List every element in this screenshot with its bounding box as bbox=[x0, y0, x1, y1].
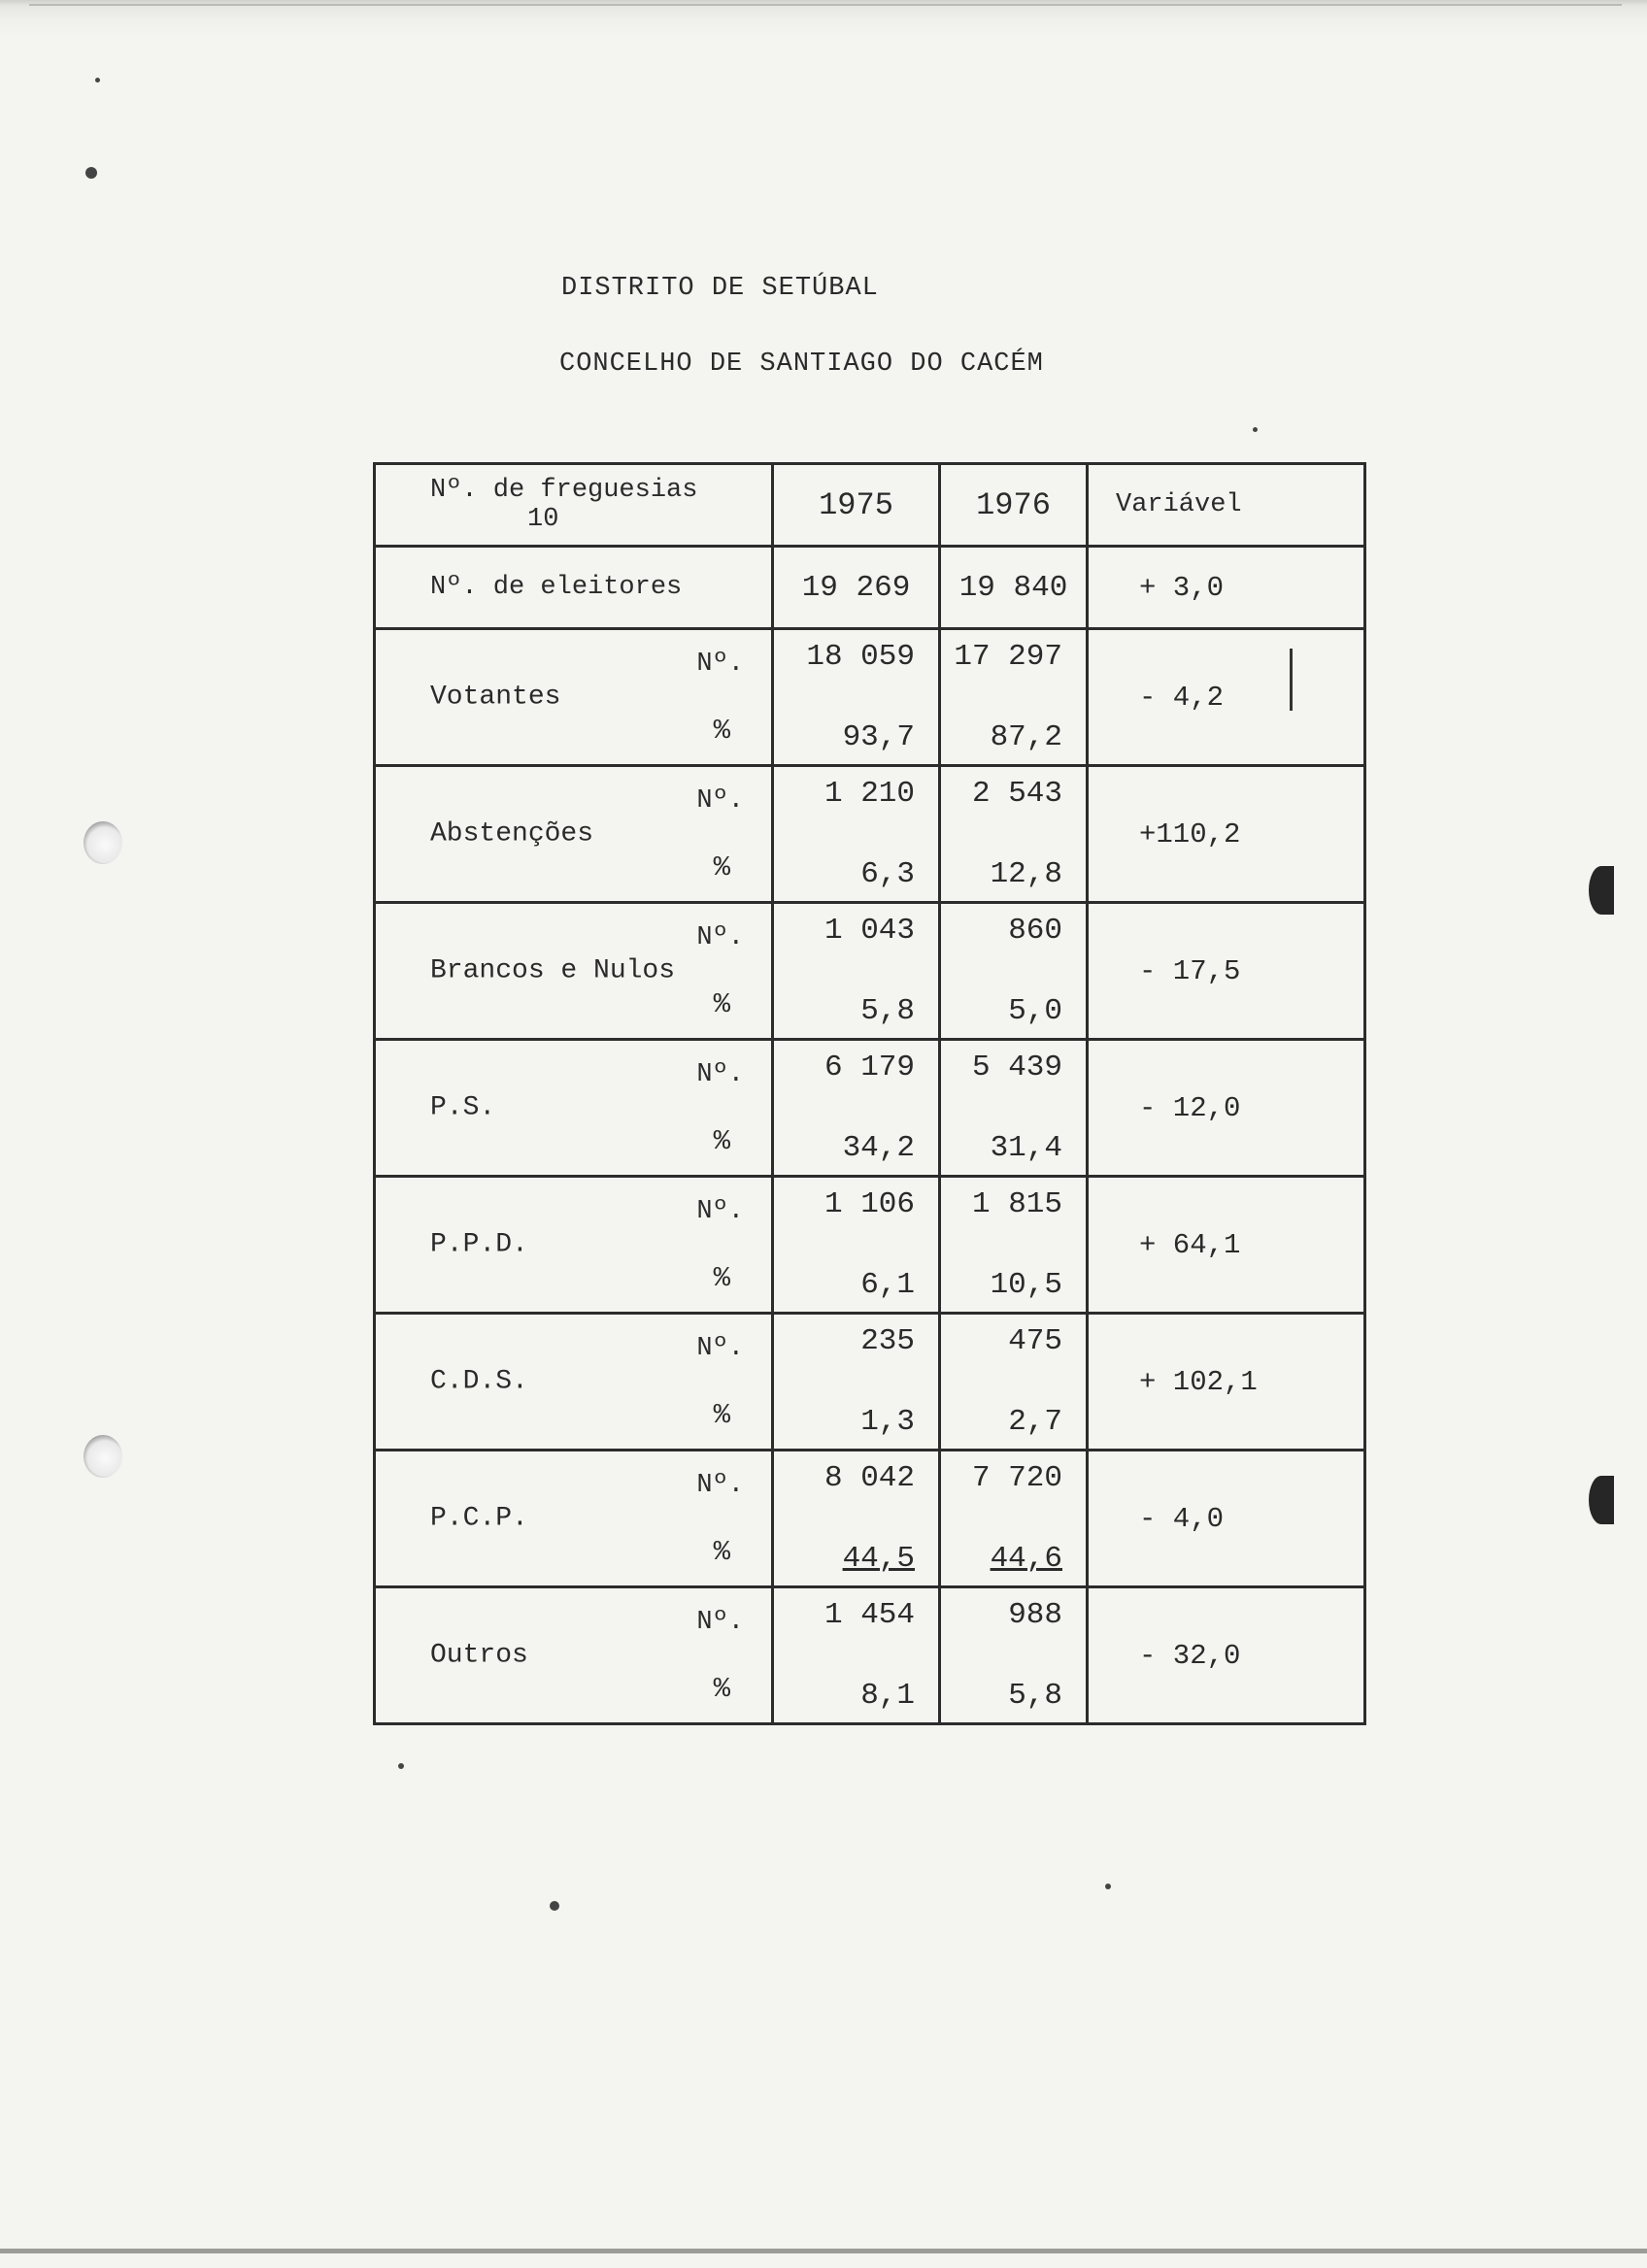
row-label: Votantes bbox=[430, 682, 561, 713]
table-row bbox=[375, 903, 1365, 1040]
header-year-1975: 1975 bbox=[773, 464, 940, 547]
percent-sublabel: % bbox=[713, 1262, 730, 1294]
row-label-cell bbox=[375, 1177, 773, 1314]
values-1975 bbox=[773, 1040, 940, 1177]
percent-sublabel: % bbox=[713, 851, 730, 884]
percent-1975: 34,2 bbox=[842, 1131, 915, 1165]
row-label-cell bbox=[375, 1587, 773, 1724]
margin-pen-mark bbox=[1290, 649, 1293, 711]
electors-1975: 19 269 bbox=[773, 547, 940, 629]
row-label-cell bbox=[375, 903, 773, 1040]
table-row-electors bbox=[375, 547, 1365, 629]
number-1976: 860 bbox=[1008, 914, 1062, 948]
number-1975: 1 210 bbox=[824, 777, 915, 811]
percent-sublabel: % bbox=[713, 1673, 730, 1705]
row-label: Brancos e Nulos bbox=[430, 955, 676, 986]
values-1976 bbox=[940, 1040, 1088, 1177]
row-label: P.P.D. bbox=[430, 1229, 528, 1260]
table-row bbox=[375, 629, 1365, 766]
number-1976: 2 543 bbox=[971, 777, 1062, 811]
number-1976: 7 720 bbox=[971, 1461, 1062, 1495]
row-label-cell bbox=[375, 1314, 773, 1451]
number-1975: 235 bbox=[860, 1324, 915, 1358]
row-label: P.C.P. bbox=[430, 1503, 528, 1534]
row-label: Abstenções bbox=[430, 818, 594, 850]
variation-value: + 64,1 bbox=[1088, 1177, 1365, 1314]
number-1976: 5 439 bbox=[971, 1051, 1062, 1084]
speck bbox=[1105, 1884, 1111, 1889]
variation-value: - 4,2 bbox=[1088, 629, 1365, 766]
edge-binding-hole-top bbox=[1589, 866, 1614, 915]
percent-1976: 87,2 bbox=[990, 720, 1062, 754]
table-row bbox=[375, 1587, 1365, 1724]
electors-label: Nº. de eleitores bbox=[375, 547, 773, 629]
values-1975 bbox=[773, 903, 940, 1040]
table-row bbox=[375, 1040, 1365, 1177]
row-label-cell bbox=[375, 629, 773, 766]
electors-variation: + 3,0 bbox=[1088, 547, 1365, 629]
header-parishes-label: Nº. de freguesias bbox=[430, 476, 698, 505]
values-1976 bbox=[940, 766, 1088, 903]
speck bbox=[1253, 427, 1258, 432]
speck bbox=[398, 1763, 404, 1769]
percent-1976: 12,8 bbox=[990, 857, 1062, 891]
table-header-row bbox=[375, 464, 1365, 547]
variation-value: + 102,1 bbox=[1088, 1314, 1365, 1451]
percent-1975: 8,1 bbox=[860, 1679, 915, 1713]
row-label: Outros bbox=[430, 1640, 528, 1671]
number-1976: 475 bbox=[1008, 1324, 1062, 1358]
percent-1975: 6,3 bbox=[860, 857, 915, 891]
percent-1975: 44,5 bbox=[842, 1542, 915, 1576]
number-1976: 1 815 bbox=[971, 1187, 1062, 1221]
variation-value: - 32,0 bbox=[1088, 1587, 1365, 1724]
percent-sublabel: % bbox=[713, 715, 730, 747]
row-label-cell bbox=[375, 1451, 773, 1587]
values-1975 bbox=[773, 1587, 940, 1724]
values-1976 bbox=[940, 1177, 1088, 1314]
variation-value: - 4,0 bbox=[1088, 1451, 1365, 1587]
values-1975 bbox=[773, 1451, 940, 1587]
speck bbox=[550, 1901, 559, 1911]
percent-1975: 6,1 bbox=[860, 1268, 915, 1302]
percent-1976: 5,8 bbox=[1008, 1679, 1062, 1713]
percent-1975: 5,8 bbox=[860, 994, 915, 1028]
percent-1976: 44,6 bbox=[990, 1542, 1062, 1576]
punch-hole-bottom bbox=[84, 1435, 122, 1478]
number-1975: 1 043 bbox=[824, 914, 915, 948]
number-1975: 1 454 bbox=[824, 1598, 915, 1632]
percent-1976: 2,7 bbox=[1008, 1405, 1062, 1439]
table-row bbox=[375, 1177, 1365, 1314]
row-label: C.D.S. bbox=[430, 1366, 528, 1397]
district-title: DISTRITO DE SETÚBAL bbox=[561, 274, 879, 303]
header-variation: Variável bbox=[1088, 464, 1365, 547]
percent-sublabel: % bbox=[713, 1125, 730, 1157]
row-label-cell bbox=[375, 766, 773, 903]
values-1976 bbox=[940, 903, 1088, 1040]
electors-1976: 19 840 bbox=[940, 547, 1088, 629]
number-1976: 988 bbox=[1008, 1598, 1062, 1632]
percent-1976: 10,5 bbox=[990, 1268, 1062, 1302]
header-parishes-cell bbox=[375, 464, 773, 547]
number-1975: 6 179 bbox=[824, 1051, 915, 1084]
values-1975 bbox=[773, 1314, 940, 1451]
number-sublabel: Nº. bbox=[696, 1608, 744, 1637]
variation-value: - 12,0 bbox=[1088, 1040, 1365, 1177]
number-sublabel: Nº. bbox=[696, 1334, 744, 1363]
punch-hole-top bbox=[84, 821, 122, 864]
edge-binding-hole-bottom bbox=[1589, 1476, 1614, 1524]
scan-top-edge bbox=[0, 0, 1647, 39]
header-year-1976: 1976 bbox=[940, 464, 1088, 547]
percent-1975: 93,7 bbox=[842, 720, 915, 754]
values-1975 bbox=[773, 1177, 940, 1314]
row-label: P.S. bbox=[430, 1092, 496, 1123]
scan-bottom-edge bbox=[0, 2249, 1647, 2253]
variation-value: - 17,5 bbox=[1088, 903, 1365, 1040]
number-sublabel: Nº. bbox=[696, 650, 744, 679]
number-1975: 1 106 bbox=[824, 1187, 915, 1221]
values-1976 bbox=[940, 1314, 1088, 1451]
table-row bbox=[375, 1314, 1365, 1451]
number-sublabel: Nº. bbox=[696, 1197, 744, 1226]
percent-sublabel: % bbox=[713, 1536, 730, 1568]
table-row bbox=[375, 1451, 1365, 1587]
percent-1976: 5,0 bbox=[1008, 994, 1062, 1028]
row-label-cell bbox=[375, 1040, 773, 1177]
council-title: CONCELHO DE SANTIAGO DO CACÉM bbox=[559, 350, 1044, 379]
table-row bbox=[375, 766, 1365, 903]
percent-1975: 1,3 bbox=[860, 1405, 915, 1439]
number-1975: 8 042 bbox=[824, 1461, 915, 1495]
header-parishes-count: 10 bbox=[527, 505, 559, 534]
number-sublabel: Nº. bbox=[696, 786, 744, 816]
values-1976 bbox=[940, 1451, 1088, 1587]
speck bbox=[95, 78, 100, 83]
percent-1976: 31,4 bbox=[990, 1131, 1062, 1165]
variation-value: +110,2 bbox=[1088, 766, 1365, 903]
number-1975: 18 059 bbox=[806, 640, 915, 674]
values-1976 bbox=[940, 629, 1088, 766]
number-1976: 17 297 bbox=[954, 640, 1062, 674]
number-sublabel: Nº. bbox=[696, 1060, 744, 1089]
number-sublabel: Nº. bbox=[696, 1471, 744, 1500]
values-1976 bbox=[940, 1587, 1088, 1724]
values-1975 bbox=[773, 766, 940, 903]
speck bbox=[85, 167, 97, 179]
election-results-table bbox=[373, 462, 1366, 1725]
number-sublabel: Nº. bbox=[696, 923, 744, 952]
percent-sublabel: % bbox=[713, 1399, 730, 1431]
values-1975 bbox=[773, 629, 940, 766]
percent-sublabel: % bbox=[713, 988, 730, 1020]
